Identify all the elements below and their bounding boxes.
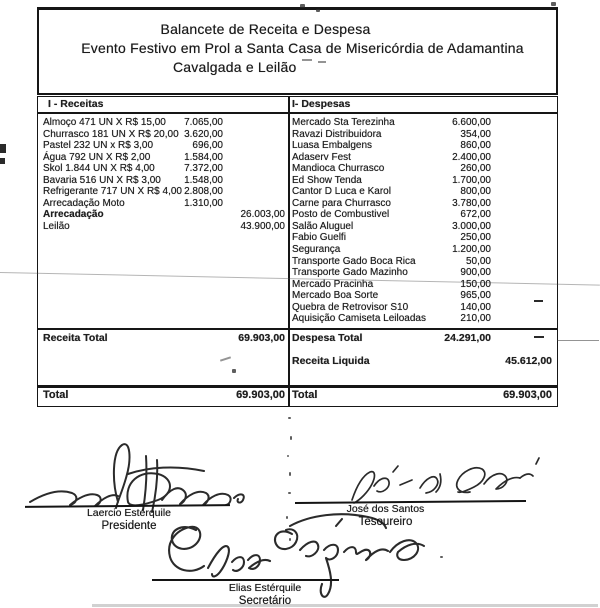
receita-row-value: 3.620,00 [184, 128, 223, 140]
despesa-row [288, 256, 557, 268]
title-line-2: Evento Festivo em Prol a Santa Casa de Misericórdia de Adamantina [81, 40, 524, 56]
despesa-row-value: 140,00 [460, 301, 491, 313]
despesa-row-value: 3.780,00 [452, 197, 491, 209]
receita-total-value: 69.903,00 [238, 332, 285, 344]
signatory-tesoureiro-name: José dos Santos [346, 503, 425, 515]
despesa-row-value: 1.200,00 [452, 244, 491, 256]
despesa-row-value: 6.600,00 [452, 117, 491, 128]
receita-row [38, 163, 288, 175]
despesa-row [288, 232, 557, 244]
document-header [37, 7, 558, 95]
grand-total-left-row [38, 389, 288, 402]
despesa-row-value: 900,00 [460, 267, 491, 279]
despesa-row-value: 260,00 [460, 163, 491, 175]
despesa-row [288, 313, 557, 325]
receita-row-label: Arrecadação Moto [43, 197, 125, 209]
receita-row [38, 221, 288, 233]
despesa-row-value: 2.400,00 [452, 151, 491, 163]
receita-row-label: Refrigerante 717 UN X R$ 4,00 [43, 186, 182, 198]
title-line-3: Cavalgada e Leilão [173, 59, 297, 75]
despesa-row-label: Adaserv Fest [292, 151, 351, 163]
despesa-row-value: 250,00 [460, 232, 491, 244]
receita-row [38, 186, 288, 198]
despesa-row-label: Salão Aluguel [292, 220, 354, 232]
receita-liquida-label: Receita Liquida [292, 355, 370, 367]
signature-jose-stroke [352, 458, 539, 503]
grand-total-right-row [288, 389, 557, 402]
despesa-row-label: Mercado Boa Sorte [292, 290, 379, 302]
despesa-row [288, 186, 557, 198]
despesa-row-label: Ravazi Distribuidora [292, 128, 382, 140]
grand-total-right-label: Total [292, 389, 318, 401]
signatory-presidente-name: Laercio Estérquile [86, 507, 172, 519]
balance-table [37, 96, 558, 407]
receita-liquida-row [288, 355, 557, 368]
despesa-row-label: Mercado Pracinha [292, 278, 374, 290]
receita-row-value: 7.065,00 [184, 117, 223, 128]
despesa-row-value: 210,00 [460, 313, 491, 325]
despesa-row-value: 1.700,00 [452, 174, 491, 186]
title-line-1: Balancete de Receita e Despesa [160, 21, 371, 37]
despesa-row-label: Ed Show Tenda [292, 174, 362, 186]
receita-row-value: 26.003,00 [240, 209, 285, 221]
receita-row-label: Skol 1.844 UN X R$ 4,00 [43, 163, 155, 175]
receita-row [38, 175, 288, 187]
receita-row-label: Leilão [43, 220, 70, 232]
despesa-row [288, 129, 557, 141]
despesa-row-label: Mandioca Churrasco [292, 163, 385, 175]
receita-liquida-value: 45.612,00 [505, 355, 552, 367]
despesa-row [288, 221, 557, 233]
receita-row-label: Arrecadação [43, 209, 104, 221]
grand-total-right-value: 69.903,00 [503, 389, 552, 401]
despesa-row [288, 198, 557, 210]
despesa-row [288, 267, 557, 279]
despesa-row-value: 672,00 [460, 209, 491, 221]
despesa-row-label: Segurança [292, 244, 341, 256]
despesa-row [288, 244, 557, 256]
grand-total-divider [38, 385, 557, 388]
receita-row-label: Churrasco 181 UN X R$ 20,00 [43, 128, 179, 140]
despesas-section-header: I- Despesas [292, 98, 351, 110]
receita-row [38, 129, 288, 141]
grand-total-left-value: 69.903,00 [236, 389, 285, 401]
despesa-row [288, 302, 557, 314]
receita-row [38, 209, 288, 221]
despesa-total-label: Despesa Total [292, 332, 363, 344]
despesa-row-label: Transporte Gado Boca Rica [292, 255, 416, 267]
despesa-row-label: Aquisição Camiseta Leiloadas [292, 313, 426, 325]
receita-row-value: 2.808,00 [184, 186, 223, 198]
despesa-row-label: Cantor D Luca e Karol [292, 186, 391, 198]
despesa-total-row [288, 332, 557, 345]
despesa-row [288, 140, 557, 152]
receita-row-value: 1.584,00 [184, 151, 223, 163]
receitas-rows [38, 117, 288, 232]
receita-total-row [38, 332, 288, 345]
despesa-row [288, 117, 557, 129]
despesa-row-label: Luasa Embalgens [292, 140, 373, 152]
receita-row-label: Almoço 471 UN X R$ 15,00 [43, 117, 166, 128]
signature-laercio-stroke [30, 444, 244, 512]
despesa-row-value: 354,00 [460, 128, 491, 140]
signature-line-secretario [152, 579, 339, 581]
despesa-row-label: Fabio Guelfi [292, 232, 346, 244]
receita-row [38, 140, 288, 152]
despesa-row-label: Transporte Gado Mazinho [292, 267, 408, 279]
despesa-row-value: 965,00 [460, 290, 491, 302]
receita-row-value: 1.310,00 [184, 197, 223, 209]
signatory-presidente [53, 507, 205, 532]
signatory-presidente-role: Presidente [101, 520, 157, 532]
receita-row [38, 117, 288, 129]
signatory-secretario-name: Elias Estérquile [228, 582, 302, 594]
receita-total-label: Receita Total [43, 332, 108, 344]
receita-row [38, 152, 288, 164]
despesa-row-label: Quebra de Retrovisor S10 [292, 301, 409, 313]
receita-row-value: 1.548,00 [184, 174, 223, 186]
despesa-row-label: Carne para Churrasco [292, 197, 391, 209]
receita-row-value: 7.372,00 [184, 163, 223, 175]
receita-row-label: Pastel 232 UN x R$ 3,00 [43, 140, 154, 152]
subtotal-divider [38, 328, 557, 330]
despesa-row [288, 163, 557, 175]
receita-row-label: Água 792 UN X R$ 2,00 [43, 151, 151, 163]
receita-row-value: 696,00 [192, 140, 223, 152]
receitas-section-header: I - Receitas [48, 98, 104, 110]
grand-total-left-label: Total [43, 389, 69, 401]
despesa-row [288, 209, 557, 221]
receita-row-value: 43.900,00 [240, 220, 285, 232]
despesa-row [288, 152, 557, 164]
signatory-tesoureiro-role: Tesoureiro [358, 516, 413, 528]
despesa-row [288, 290, 557, 302]
despesa-row-value: 50,00 [465, 255, 491, 267]
despesa-row-label: Mercado Sta Terezinha [292, 117, 395, 128]
signatory-secretario-role: Secretário [238, 595, 292, 607]
despesa-total-value: 24.291,00 [444, 332, 491, 344]
despesa-row [288, 175, 557, 187]
signatory-tesoureiro [308, 503, 463, 528]
receita-row [38, 198, 288, 210]
despesa-row-value: 800,00 [460, 186, 491, 198]
despesa-row-value: 860,00 [460, 140, 491, 152]
despesa-row-label: Posto de Combustivel [292, 209, 390, 221]
table-header-divider [38, 112, 557, 114]
despesa-row-value: 3.000,00 [452, 220, 491, 232]
despesas-rows [288, 117, 557, 325]
despesa-row-value: 150,00 [460, 278, 491, 290]
receita-row-label: Bavaria 516 UN X R$ 3,00 [43, 174, 161, 186]
